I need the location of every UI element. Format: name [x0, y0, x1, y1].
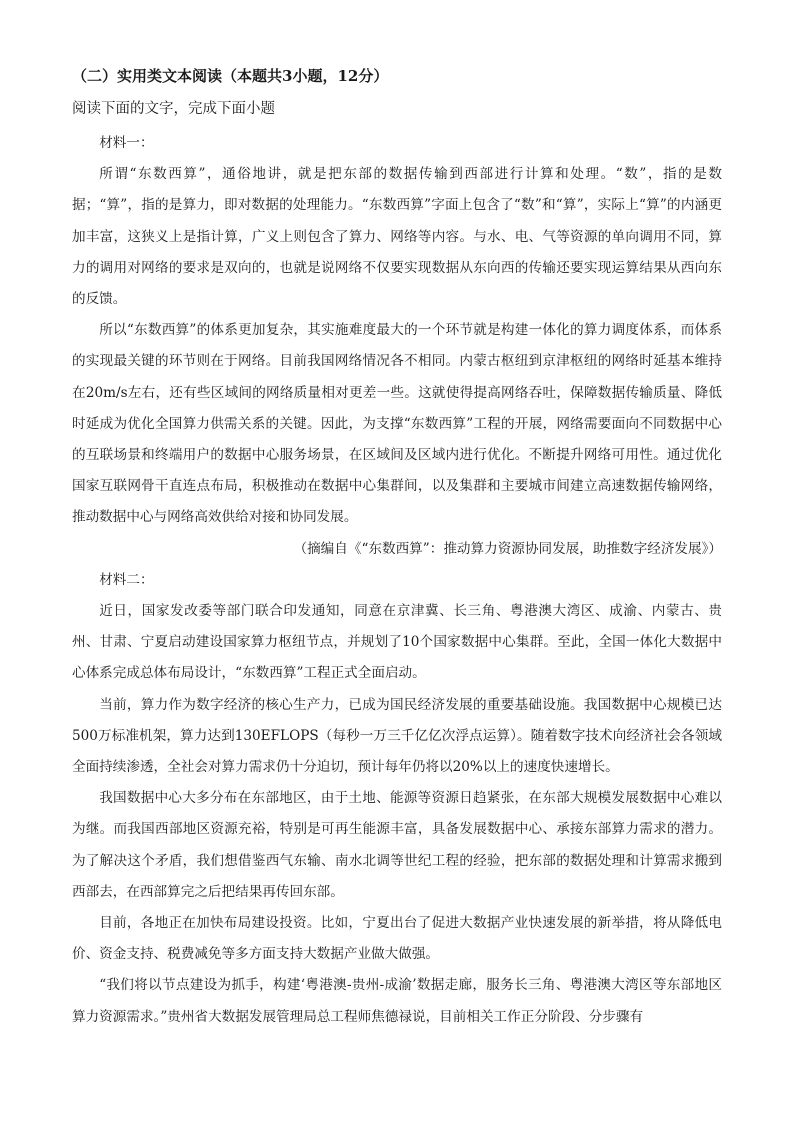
reading-instruction: 阅读下面的文字，完成下面小题	[72, 101, 275, 117]
material2-paragraph: 目前，各地正在加快布局建设投资。比如，宁夏出台了促进大数据产业快速发展的新举措，将从降低电价、资金支持、税费减免等多方面支持大数据产业做大做强。	[72, 915, 722, 963]
material2-paragraph: 我国数据中心大多分布在东部地区，由于土地、能源等资源日趋紧张，在东部大规模发展数据中心难以为继。而我国西部地区资源充裕，特别是可再生能源丰富，具备发展数据中心、承接东部算力需求的潜力。为了解决这个矛盾，我们想借鉴西气东输、南水北调等世纪工程的经验，把东部的数据处理和计算需求搬到西部去，在西部算完之后把结果再传回东部。	[72, 790, 722, 900]
material2-paragraph: “我们将以节点建设为抓手，构建‘粤港澳-贵州-成渝’数据走廊，服务长三角、粤港澳大湾区等东部地区算力资源需求。”贵州省大数据发展管理局总工程师焦德禄说，目前相关工作正分阶段、分步骤有	[72, 977, 722, 1025]
material2-paragraph: 近日，国家发改委等部门联合印发通知，同意在京津冀、长三角、粤港澳大湾区、成渝、内蒙古、贵州、甘肃、宁夏启动建设国家算力枢纽节点，并规划了10个国家数据中心集群。至此，全国一体化大数据中心体系完成总体布局设计，“东数西算”工程正式全面启动。	[72, 603, 722, 682]
reading-material	[72, 128, 722, 1033]
material1-paragraph: 所谓“东数西算”，通俗地讲，就是把东部的数据传输到西部进行计算和处理。“数”，指的是数据；“算”，指的是算力，即对数据的处理能力。“东数西算”字面上包含了“数”和“算”，实际上“算”的内涵更加丰富，这狭义上是指计算，广义上则包含了算力、网络等内容。与水、电、气等资源的单向调用不同，算力的调用对网络的要求是双向的，也就是说网络不仅要实现数据从东向西的传输还要实现运算结果从西向东的反馈。	[72, 166, 722, 308]
section-title: （二）实用类文本阅读（本题共3小题，12分）	[72, 67, 389, 85]
material1-paragraph: 所以“东数西算”的体系更加复杂，其实施难度最大的一个环节就是构建一体化的算力调度体系，而体系的实现最关键的环节则在于网络。目前我国网络情况各不相同。内蒙古枢纽到京津枢纽的网络时延基本维持在20m/s左右，还有些区域间的网络质量相对更差一些。这就使得提高网络吞吐，保障数据传输质量、降低时延成为优化全国算力供需关系的关键。因此，为支撑“东数西算”工程的开展，网络需要面向不同数据中心的互联场景和终端用户的数据中心服务场景，在区域间及区域内进行优化。不断提升网络可用性。通过优化国家互联网骨干直连点布局，积极推动在数据中心集群间，以及集群和主要城市间建立高速数据传输网络，推动数据中心与网络高效供给对接和协同发展。	[72, 322, 722, 526]
material2-paragraph: 当前，算力作为数字经济的核心生产力，已成为国民经济发展的重要基础设施。我国数据中心规模已达500万标准机架，算力达到130EFLOPS（每秒一万三千亿亿次浮点运算）。随着数字技术向经济社会各领域全面持续渗透，全社会对算力需求仍十分迫切，预计每年仍将以20%以上的速度快速增长。	[72, 696, 722, 776]
material2-label: 材料二：	[99, 571, 154, 588]
material1-source: （摘编自《“东数西算”：推动算力资源协同发展，助推数字经济发展》）	[293, 540, 722, 557]
material1-label: 材料一：	[99, 135, 154, 151]
